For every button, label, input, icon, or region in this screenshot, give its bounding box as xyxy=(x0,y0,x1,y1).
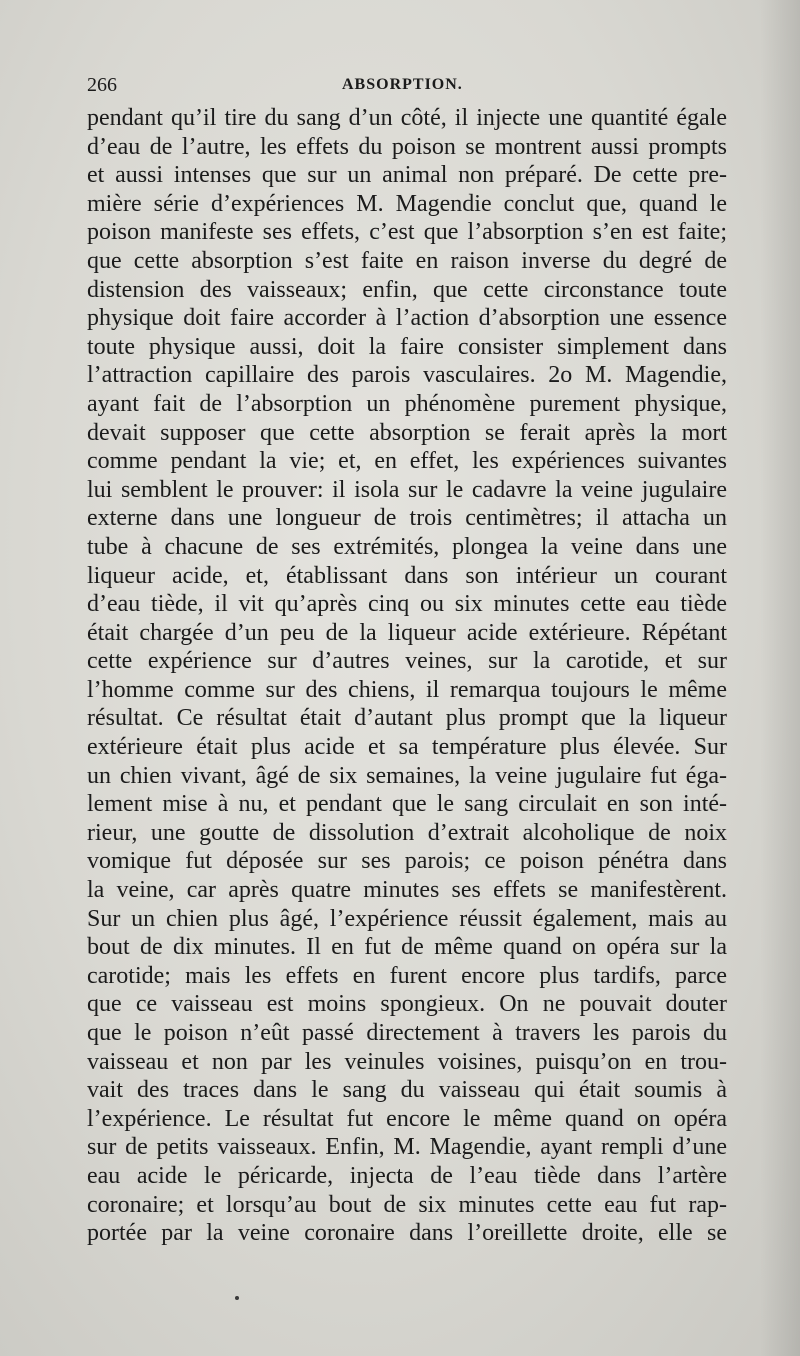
text-line: lement mise à nu, et pendant que le sang circulait en son inté- xyxy=(87,791,727,818)
text-line: mière série d’expériences M. Magendie conclut que, quand le xyxy=(87,190,727,217)
text-line: carotide; mais les effets en furent encore plus tardifs, parce xyxy=(87,962,727,989)
text-line: l’attraction capillaire des parois vasculaires. 2o M. Magendie, xyxy=(87,362,727,389)
text-line: tube à chacune de ses extrémités, plongea la veine dans une xyxy=(87,533,727,560)
text-line: vait des traces dans le sang du vaisseau qui était soumis à xyxy=(87,1077,727,1104)
text-line: et aussi intenses que sur un animal non préparé. De cette pre- xyxy=(87,162,727,189)
text-line: distension des vaisseaux; enfin, que cette circonstance toute xyxy=(87,276,727,303)
text-line: pendant qu’il tire du sang d’un côté, il injecte une quantité égale xyxy=(87,105,727,131)
text-line: bout de dix minutes. Il en fut de même quand on opéra sur la xyxy=(87,934,727,961)
text-line: d’eau de l’autre, les effets du poison se montrent aussi prompts xyxy=(87,133,727,160)
running-title: ABSORPTION. xyxy=(342,76,463,93)
page-edge-shadow xyxy=(760,0,800,1356)
text-line: eau acide le péricarde, injecta de l’eau tiède dans l’artère xyxy=(87,1162,727,1189)
text-line: liqueur acide, et, établissant dans son intérieur un courant xyxy=(87,562,727,589)
text-line: coronaire; et lorsqu’au bout de six minutes cette eau fut rap- xyxy=(87,1191,727,1218)
text-line: ayant fait de l’absorption un phénomène purement physique, xyxy=(87,390,727,417)
text-line: sur de petits vaisseaux. Enfin, M. Magendie, ayant rempli d’une xyxy=(87,1134,727,1161)
ink-speck xyxy=(235,1296,239,1300)
text-line: lui semblent le prouver: il isola sur le cadavre la veine jugulaire xyxy=(87,476,727,503)
text-line: que ce vaisseau est moins spongieux. On ne pouvait douter xyxy=(87,991,727,1018)
text-line: un chien vivant, âgé de six semaines, la veine jugulaire fut éga- xyxy=(87,762,727,789)
text-line: Sur un chien plus âgé, l’expérience réussit également, mais au xyxy=(87,905,727,932)
text-line: vaisseau et non par les veinules voisines, puisqu’on en trou- xyxy=(87,1048,727,1075)
text-line: vomique fut déposée sur ses parois; ce poison pénétra dans xyxy=(87,848,727,875)
text-line: rieur, une goutte de dissolution d’extrait alcoholique de noix xyxy=(87,819,727,846)
text-line: l’expérience. Le résultat fut encore le même quand on opéra xyxy=(87,1105,727,1132)
text-line: devait supposer que cette absorption se ferait après la mort xyxy=(87,419,727,446)
page-number: 266 xyxy=(87,74,117,96)
body-text xyxy=(87,104,727,1248)
text-line: extérieure était plus acide et sa température plus élevée. Sur xyxy=(87,734,727,761)
text-line: cette expérience sur d’autres veines, sur la carotide, et sur xyxy=(87,648,727,675)
text-line: résultat. Ce résultat était d’autant plus prompt que la liqueur xyxy=(87,705,727,732)
text-line: toute physique aussi, doit la faire consister simplement dans xyxy=(87,333,727,360)
text-line: était chargée d’un peu de la liqueur acide extérieure. Répétant xyxy=(87,619,727,646)
text-line: comme pendant la vie; et, en effet, les expériences suivantes xyxy=(87,448,727,475)
text-line: portée par la veine coronaire dans l’oreillette droite, elle se xyxy=(87,1220,727,1247)
text-line: l’homme comme sur des chiens, il remarqua toujours le même xyxy=(87,676,727,703)
text-line: physique doit faire accorder à l’action d’absorption une essence xyxy=(87,305,727,332)
text-line: que le poison n’eût passé directement à travers les parois du xyxy=(87,1020,727,1046)
text-line: d’eau tiède, il vit qu’après cinq ou six minutes cette eau tiède xyxy=(87,591,727,618)
text-line: la veine, car après quatre minutes ses effets se manifestèrent. xyxy=(87,877,727,904)
text-line: poison manifeste ses effets, c’est que l’absorption s’en est faite; xyxy=(87,219,727,246)
text-line: externe dans une longueur de trois centimètres; il attacha un xyxy=(87,505,727,532)
running-head xyxy=(87,74,727,100)
text-line: que cette absorption s’est faite en raison inverse du degré de xyxy=(87,247,727,274)
